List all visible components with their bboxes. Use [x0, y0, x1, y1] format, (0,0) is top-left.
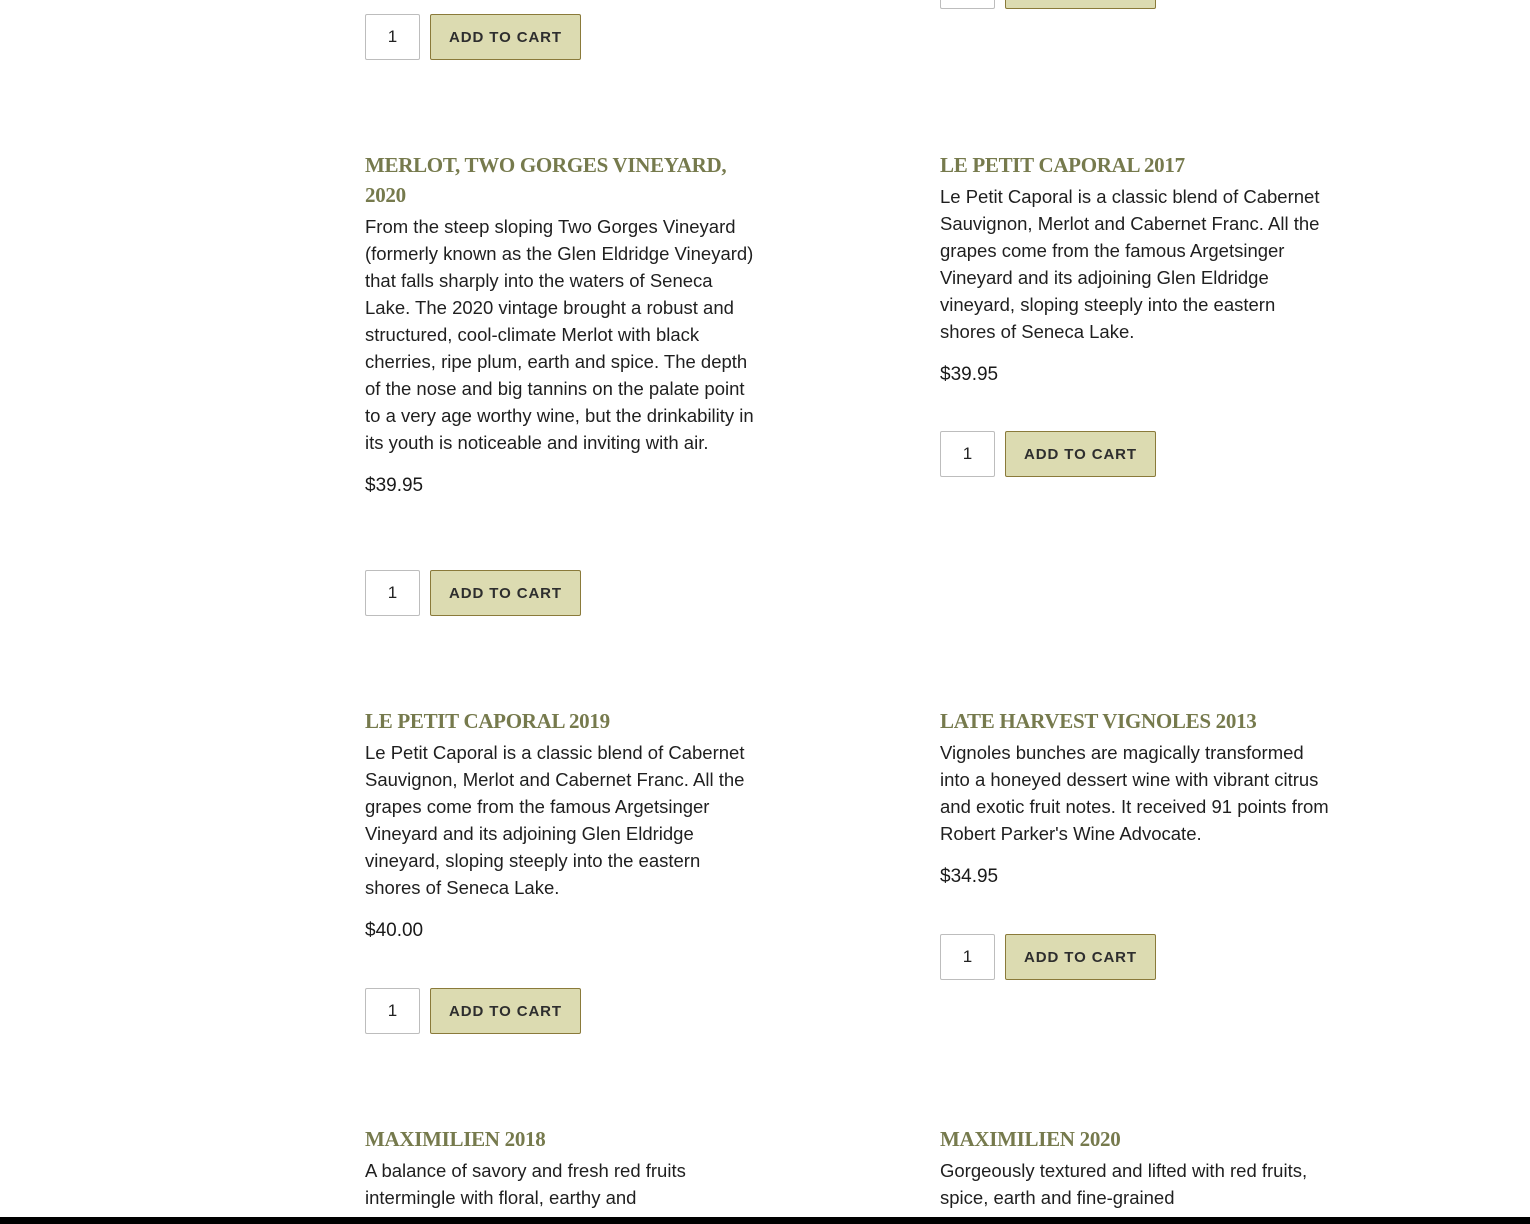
bottom-edge-bar	[0, 1217, 1530, 1224]
product-title[interactable]: LE PETIT CAPORAL 2019	[365, 709, 610, 733]
add-to-cart-button[interactable]: ADD TO CART	[430, 14, 581, 60]
product-description: Vignoles bunches are magically transformed into a honeyed dessert wine with vibrant citrus and exotic fruit notes. It received 91 points from Robert Parker's Wine Advocate.	[940, 742, 1329, 844]
product-description: Le Petit Caporal is a classic blend of Cabernet Sauvignon, Merlot and Cabernet Franc. All the grapes come from the famous Argetsinger Vineyard and its adjoining Glen Eldridge vineyard, sloping steeply into the eastern shores of Seneca Lake.	[365, 742, 745, 898]
product-price: $39.95	[940, 364, 999, 385]
add-to-cart-button[interactable]: ADD TO CART	[1005, 934, 1156, 980]
product-price: $34.95	[940, 866, 999, 887]
add-to-cart-button[interactable]: ADD TO CART	[1005, 431, 1156, 477]
product-description: From the steep sloping Two Gorges Vineyard (formerly known as the Glen Eldridge Vineyard) that falls sharply into the waters of Seneca Lake. The 2020 vintage brought a robust and structured, cool-climate Merlot with black cherries, ripe plum, earth and spice. The depth of the nose and big tannins on the palate point to a very age worthy wine, but the drinkability in its youth is noticeable and inviting with air.	[365, 216, 754, 453]
product-card	[365, 706, 755, 943]
quantity-input[interactable]	[940, 0, 995, 9]
product-card	[940, 1124, 1330, 1211]
product-title[interactable]: LATE HARVEST VIGNOLES 2013	[940, 709, 1257, 733]
add-to-cart-button[interactable]	[1005, 0, 1156, 9]
add-to-cart-button[interactable]: ADD TO CART	[430, 988, 581, 1034]
quantity-input[interactable]	[365, 988, 420, 1034]
product-price: $39.95	[365, 475, 424, 496]
quantity-input[interactable]	[365, 570, 420, 616]
product-title[interactable]: MAXIMILIEN 2018	[365, 1127, 546, 1151]
product-description: A balance of savory and fresh red fruits intermingle with floral, earthy and	[365, 1160, 686, 1208]
product-description: Gorgeously textured and lifted with red fruits, spice, earth and fine-grained	[940, 1160, 1308, 1208]
quantity-input[interactable]	[365, 14, 420, 60]
product-title[interactable]: MAXIMILIEN 2020	[940, 1127, 1121, 1151]
quantity-input[interactable]	[940, 934, 995, 980]
product-card	[940, 706, 1330, 889]
product-card	[365, 1124, 755, 1211]
product-card	[940, 150, 1330, 387]
product-card	[365, 150, 755, 498]
product-title[interactable]: MERLOT, TWO GORGES VINEYARD, 2020	[365, 153, 727, 207]
product-price: $40.00	[365, 920, 424, 941]
product-title[interactable]: LE PETIT CAPORAL 2017	[940, 153, 1185, 177]
product-description: Le Petit Caporal is a classic blend of Cabernet Sauvignon, Merlot and Cabernet Franc. All the grapes come from the famous Argetsinger Vineyard and its adjoining Glen Eldridge vineyard, sloping steeply into the eastern shores of Seneca Lake.	[940, 186, 1320, 342]
add-to-cart-button[interactable]: ADD TO CART	[430, 570, 581, 616]
quantity-input[interactable]	[940, 431, 995, 477]
